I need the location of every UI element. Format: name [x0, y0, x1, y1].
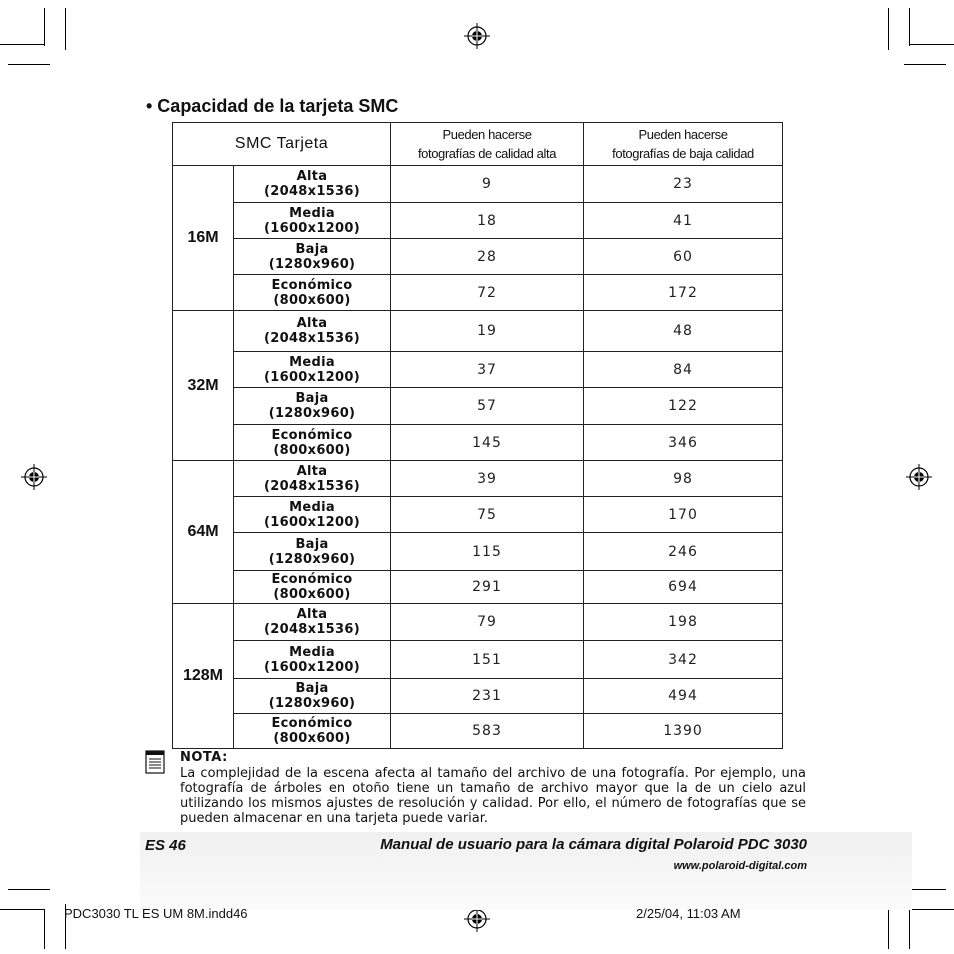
resolution-size: (1280x960) — [268, 406, 356, 421]
low-quality-count: 246 — [584, 533, 783, 571]
table-row — [173, 641, 783, 679]
crop-mark-tr-v2 — [909, 8, 910, 46]
table-row — [173, 425, 783, 461]
resolution-cell — [234, 533, 391, 571]
high-quality-count: 37 — [391, 352, 584, 388]
low-quality-count: 172 — [584, 275, 783, 311]
resolution-name: Económico — [271, 427, 353, 443]
table-row — [173, 311, 783, 352]
resolution-cell — [234, 641, 391, 679]
crop-mark-bl-v — [44, 909, 45, 949]
resolution-size: (800x600) — [273, 731, 351, 746]
print-slug-file: PDC3030 TL ES UM 8M.indd46 — [64, 906, 248, 921]
header-high-quality — [391, 123, 584, 166]
crop-mark-br-h2 — [909, 909, 954, 910]
header-high-line2: fotografías de calidad alta — [417, 146, 557, 161]
registration-mark-icon — [906, 464, 932, 490]
resolution-cell — [234, 275, 391, 311]
resolution-size: (1600x1200) — [264, 659, 360, 675]
resolution-name: Alta — [296, 463, 328, 479]
registration-mark-icon — [21, 464, 47, 490]
resolution-name: Baja — [295, 391, 329, 406]
low-quality-count: 41 — [584, 203, 783, 239]
header-card: SMC Tarjeta — [173, 123, 391, 166]
crop-mark-tl-v — [44, 8, 45, 46]
resolution-size: (1280x960) — [268, 551, 356, 567]
resolution-cell — [234, 714, 391, 749]
high-quality-count: 145 — [391, 425, 584, 461]
resolution-size: (2048x1536) — [264, 331, 360, 346]
table-row — [173, 714, 783, 749]
high-quality-count: 72 — [391, 275, 584, 311]
resolution-size: (1280x960) — [268, 696, 356, 711]
resolution-size: (800x600) — [273, 292, 351, 308]
table-row — [173, 239, 783, 275]
high-quality-count: 79 — [391, 604, 584, 641]
table-row — [173, 679, 783, 714]
resolution-size: (1280x960) — [268, 256, 356, 272]
table-row — [173, 571, 783, 604]
resolution-cell — [234, 352, 391, 388]
resolution-size: (2048x1536) — [264, 478, 360, 494]
crop-mark-tr-h — [909, 44, 954, 45]
table-row — [173, 166, 783, 203]
low-quality-count: 170 — [584, 497, 783, 533]
low-quality-count: 23 — [584, 166, 783, 203]
crop-mark-br-v — [888, 904, 889, 949]
high-quality-count: 57 — [391, 388, 584, 425]
crop-mark-tr-h2 — [904, 64, 946, 65]
resolution-cell — [234, 604, 391, 641]
table-row — [173, 275, 783, 311]
low-quality-count: 48 — [584, 311, 783, 352]
note-body: La complejidad de la escena afecta al tamaño del archivo de una fotografía. Por ejemplo, una fotografía de árboles en otoño tiene un tamaño de archivo mayor que la de un cielo azul utilizando los mismos ajustes de resolución y calidad. Por ello, el número de fotografías que se pueden almacenar en una tarjeta puede variar. — [180, 766, 806, 826]
resolution-name: Económico — [271, 572, 353, 587]
resolution-name: Alta — [296, 607, 328, 622]
note-title: NOTA: — [180, 750, 228, 765]
card-capacity: 64M — [173, 461, 234, 604]
low-quality-count: 694 — [584, 571, 783, 604]
table-row — [173, 497, 783, 533]
resolution-cell — [234, 679, 391, 714]
low-quality-count: 198 — [584, 604, 783, 641]
high-quality-count: 115 — [391, 533, 584, 571]
high-quality-count: 19 — [391, 311, 584, 352]
resolution-cell — [234, 239, 391, 275]
resolution-cell — [234, 497, 391, 533]
resolution-name: Baja — [295, 681, 329, 696]
high-quality-count: 151 — [391, 641, 584, 679]
resolution-cell — [234, 166, 391, 203]
table-row — [173, 203, 783, 239]
section-heading: • Capacidad de la tarjeta SMC — [146, 96, 399, 116]
crop-mark-tl-v2 — [65, 8, 66, 50]
note-icon — [145, 750, 165, 774]
resolution-name: Media — [289, 499, 335, 515]
registration-mark-icon — [464, 23, 490, 49]
high-quality-count: 583 — [391, 714, 584, 749]
resolution-size: (2048x1536) — [264, 622, 360, 637]
resolution-name: Alta — [296, 316, 328, 331]
high-quality-count: 291 — [391, 571, 584, 604]
crop-mark-br-v2 — [909, 909, 910, 949]
crop-mark-tr-v — [888, 8, 889, 50]
resolution-size: (800x600) — [273, 442, 351, 458]
header-low-line2: fotografías de baja calidad — [612, 146, 754, 161]
high-quality-count: 18 — [391, 203, 584, 239]
resolution-cell — [234, 311, 391, 352]
resolution-name: Media — [289, 205, 335, 221]
resolution-cell — [234, 203, 391, 239]
header-low-quality — [584, 123, 783, 166]
resolution-cell — [234, 461, 391, 497]
table-row — [173, 388, 783, 425]
table-row — [173, 533, 783, 571]
resolution-name: Alta — [296, 169, 328, 184]
resolution-cell — [234, 388, 391, 425]
low-quality-count: 346 — [584, 425, 783, 461]
crop-mark-tl-h — [0, 44, 44, 45]
resolution-name: Económico — [271, 277, 353, 293]
resolution-size: (800x600) — [273, 587, 351, 602]
card-capacity: 16M — [173, 166, 234, 311]
high-quality-count: 39 — [391, 461, 584, 497]
smc-capacity-table — [172, 122, 783, 749]
header-low-line1: Pueden hacerse — [638, 127, 728, 142]
manual-title: Manual de usuario para la cámara digital Polaroid PDC 3030 — [380, 836, 807, 853]
card-capacity: 128M — [173, 604, 234, 749]
page-number: ES 46 — [145, 837, 186, 854]
crop-mark-bl-h2 — [0, 909, 44, 910]
resolution-size: (1600x1200) — [264, 369, 360, 385]
low-quality-count: 342 — [584, 641, 783, 679]
table-header-row — [173, 123, 783, 166]
resolution-name: Media — [289, 354, 335, 370]
high-quality-count: 28 — [391, 239, 584, 275]
low-quality-count: 84 — [584, 352, 783, 388]
resolution-name: Baja — [295, 536, 329, 552]
resolution-size: (1600x1200) — [264, 220, 360, 236]
resolution-cell — [234, 425, 391, 461]
crop-mark-tl-h2 — [8, 64, 50, 65]
low-quality-count: 494 — [584, 679, 783, 714]
high-quality-count: 75 — [391, 497, 584, 533]
print-slug-date: 2/25/04, 11:03 AM — [636, 906, 741, 921]
low-quality-count: 122 — [584, 388, 783, 425]
resolution-cell — [234, 571, 391, 604]
website-url: www.polaroid-digital.com — [673, 860, 807, 872]
table-row — [173, 461, 783, 497]
low-quality-count: 98 — [584, 461, 783, 497]
low-quality-count: 60 — [584, 239, 783, 275]
crop-mark-bl-h — [8, 889, 50, 890]
resolution-size: (2048x1536) — [264, 184, 360, 199]
resolution-name: Media — [289, 644, 335, 660]
resolution-name: Económico — [271, 716, 353, 731]
table-row — [173, 604, 783, 641]
resolution-size: (1600x1200) — [264, 514, 360, 530]
high-quality-count: 9 — [391, 166, 584, 203]
resolution-name: Baja — [295, 241, 329, 257]
table-row — [173, 352, 783, 388]
low-quality-count: 1390 — [584, 714, 783, 749]
high-quality-count: 231 — [391, 679, 584, 714]
card-capacity: 32M — [173, 311, 234, 461]
header-high-line1: Pueden hacerse — [442, 127, 532, 142]
